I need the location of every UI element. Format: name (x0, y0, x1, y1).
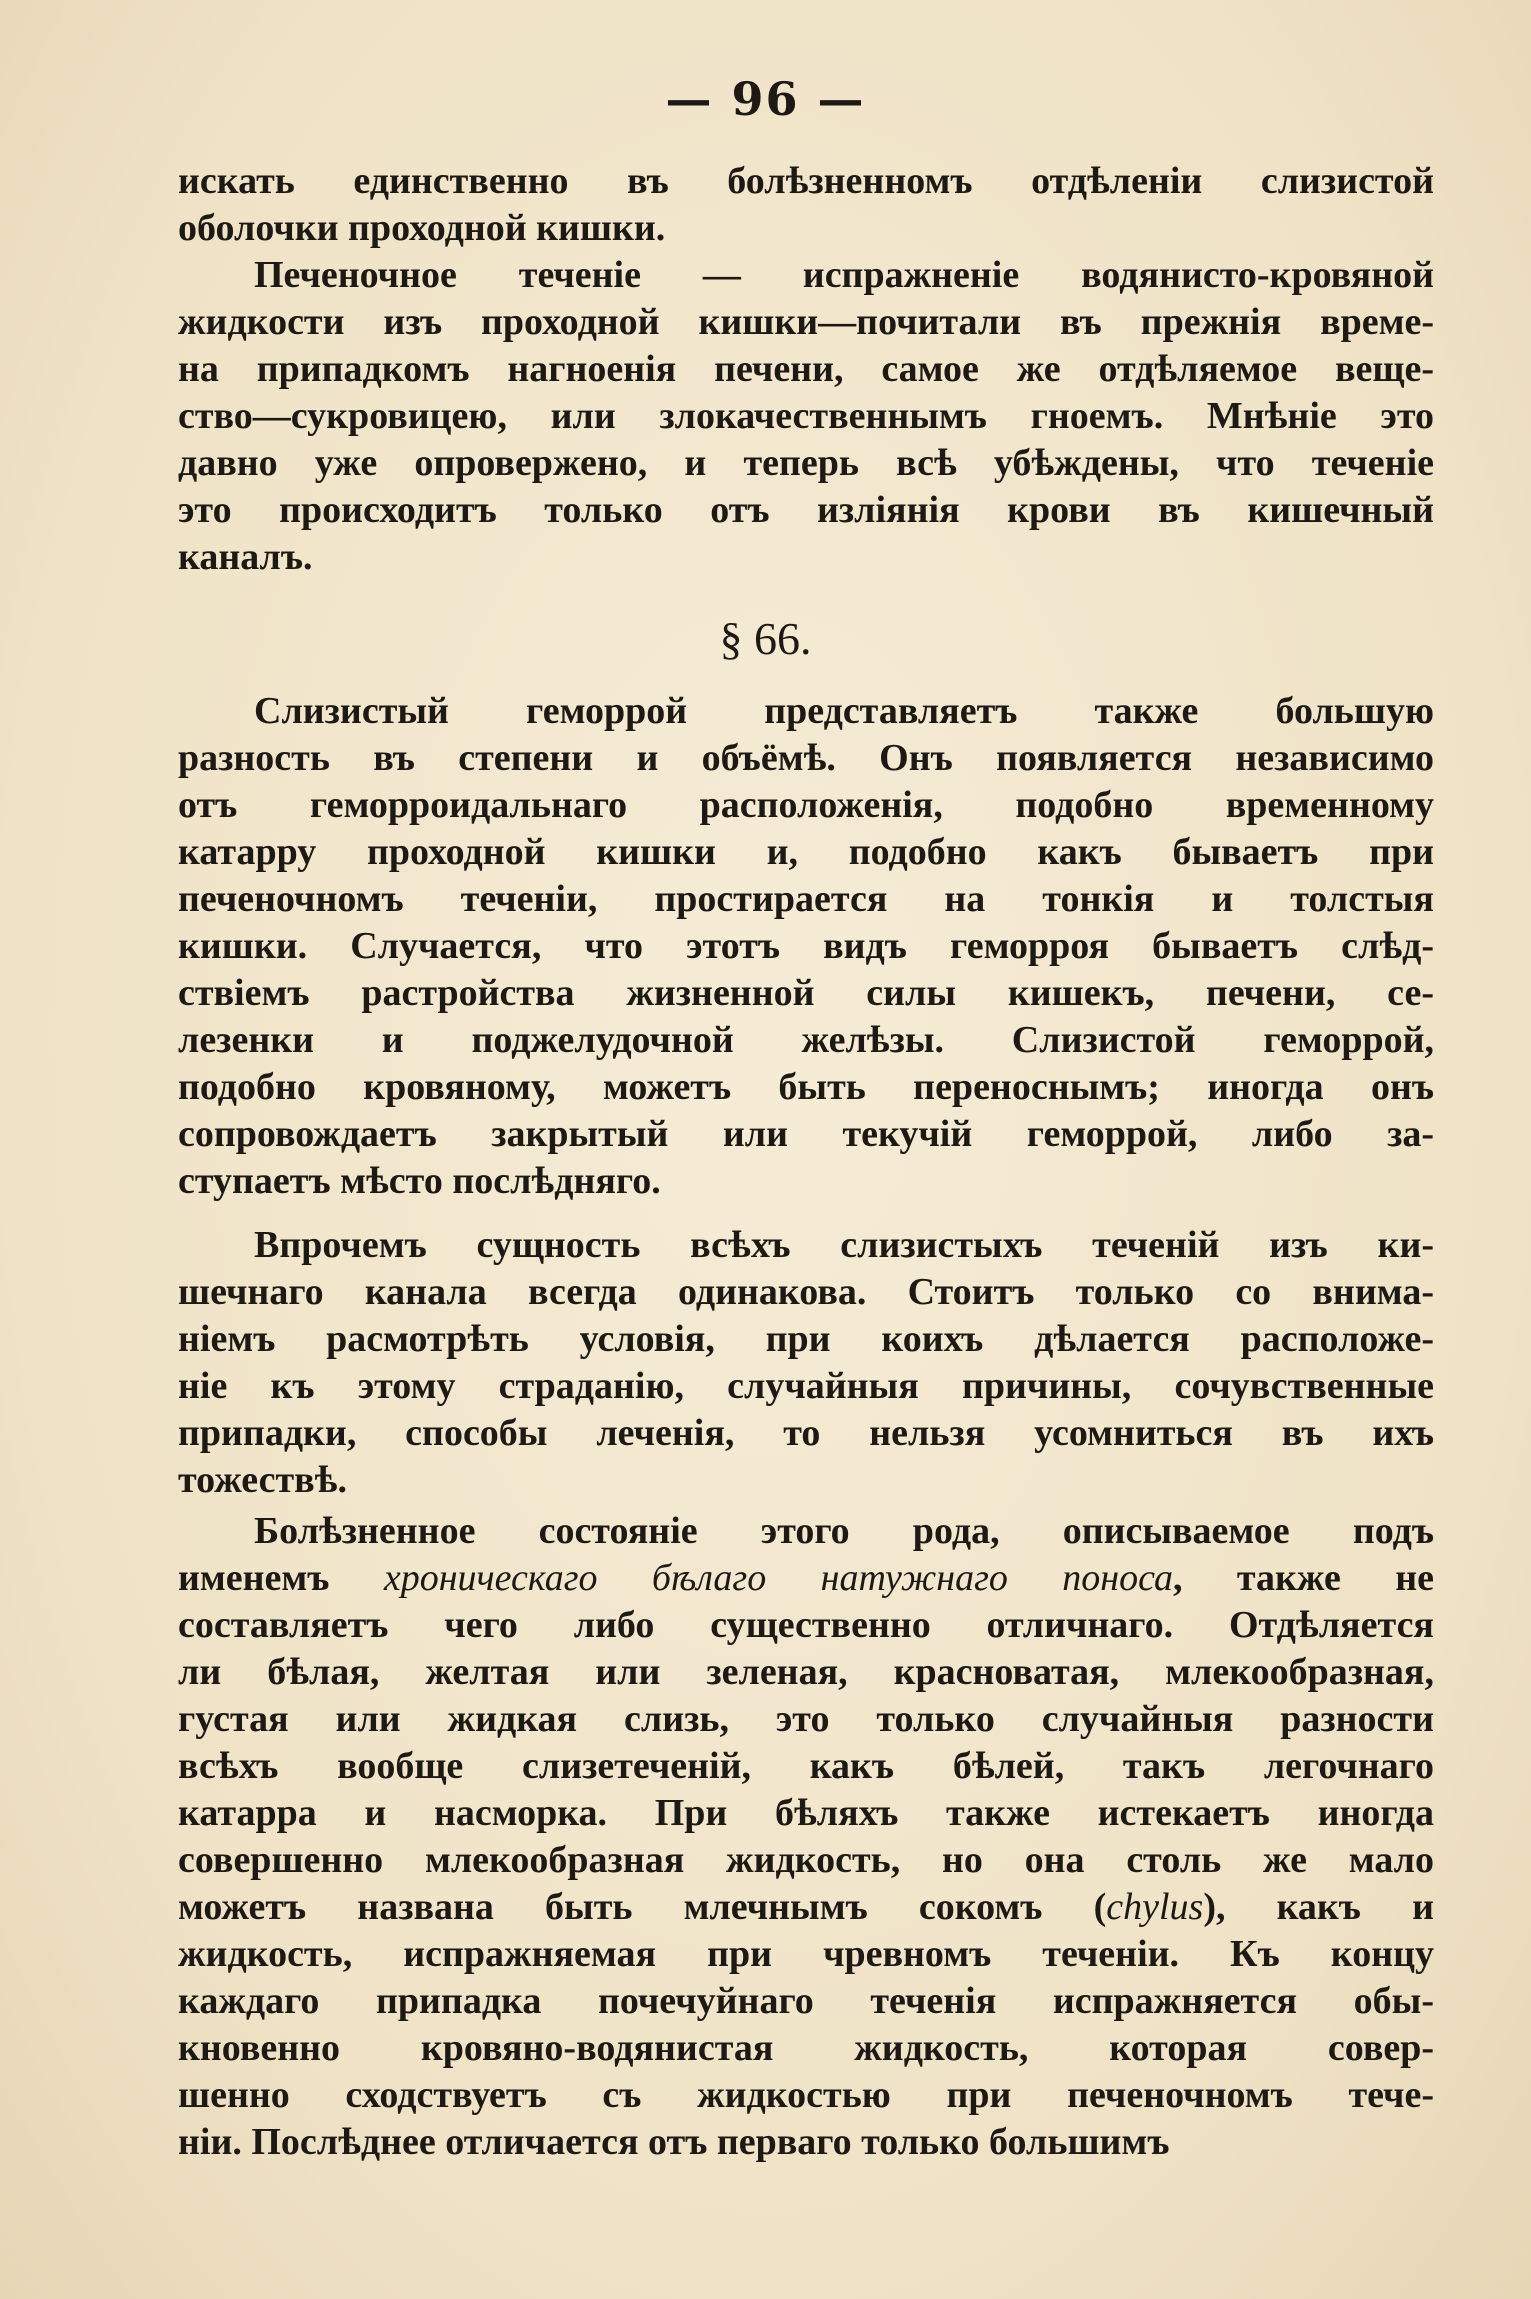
text-segment: можетъ названа быть млечнымъ сокомъ ( (178, 1886, 1107, 1928)
paragraph-mucous-flux-essence (178, 1222, 1434, 1504)
text-line (178, 1884, 1434, 1931)
text-line: печеночномъ теченіи, простирается на тонкія и толстыя (178, 878, 1434, 920)
text-line: ніи. Послѣднее отличается отъ перваго только большимъ (178, 2121, 1170, 2163)
text-line: жидкость, испражняемая при чревномъ теченіи. Къ концу (178, 1933, 1434, 1975)
text-line: шенно сходствуетъ съ жидкостью при печеночномъ тече- (178, 2074, 1434, 2116)
text-line: оболочки проходной кишки. (178, 207, 666, 249)
text-line: ніе къ этому страданію, случайныя причины, сочувственные (178, 1365, 1434, 1407)
page-number: — 96 — (665, 72, 866, 126)
text-line: на припадкомъ нагноенія печени, самое же отдѣляемое веще- (178, 348, 1434, 390)
text-line: ли бѣлая, желтая или зеленая, красноватая, млекообразная, (178, 1651, 1434, 1693)
text-line: Печеночное теченіе — испражненіе водянисто-кровяной (254, 254, 1434, 296)
text-line: катарру проходной кишки и, подобно какъ бываетъ при (178, 831, 1434, 873)
text-line: лезенки и поджелудочной желѣзы. Слизистой геморрой, (178, 1019, 1434, 1061)
text-line: отъ геморроидальнаго расположенія, подобно временному (178, 784, 1434, 826)
italic-term: хроническаго бѣлаго натужнаго поноса (383, 1557, 1174, 1599)
text-segment: ), какъ и (1203, 1886, 1434, 1928)
text-line: сопровождаетъ закрытый или текучій геморрой, либо за- (178, 1113, 1434, 1155)
text-line: совершенно млекообразная жидкость, но она столь же мало (178, 1839, 1434, 1881)
text-line: искать единственно въ болѣзненномъ отдѣленіи слизистой (178, 160, 1434, 202)
text-segment: именемъ (178, 1557, 384, 1599)
text-line: разность въ степени и объёмѣ. Онъ появляется независимо (178, 737, 1434, 779)
text-line: жидкости изъ проходной кишки—почитали въ прежнія време- (178, 301, 1434, 343)
paragraph-continuation (178, 158, 1434, 252)
text-line: кновенно кровяно-водянистая жидкость, которая совер- (178, 2027, 1434, 2069)
text-line: подобно кровяному, можетъ быть переноснымъ; иногда онъ (178, 1066, 1434, 1108)
paragraph-white-diarrhea (178, 1508, 1434, 2166)
text-line: Слизистый геморрой представляетъ также большую (254, 690, 1434, 732)
text-line: каналъ. (178, 536, 313, 578)
section-heading: § 66. (719, 613, 812, 664)
text-line: всѣхъ вообще слизетеченій, какъ бѣлей, такъ легочнаго (178, 1745, 1434, 1787)
paragraph-liver-flux (178, 252, 1434, 581)
text-segment: , также не (1173, 1557, 1434, 1599)
text-line: это происходитъ только отъ изліянія крови въ кишечный (178, 489, 1434, 531)
text-line: кишки. Случается, что этотъ видъ геморроя бываетъ слѣд- (178, 925, 1434, 967)
text-line: тожествѣ. (178, 1459, 347, 1501)
text-line: густая или жидкая слизь, это только случайныя разности (178, 1698, 1434, 1740)
text-line (178, 1555, 1434, 1602)
text-line: шечнаго канала всегда одинакова. Стоитъ только со внима- (178, 1271, 1434, 1313)
text-line: Болѣзненное состояніе этого рода, описываемое подъ (254, 1510, 1434, 1552)
paragraph-mucous-hemorrhoid (178, 688, 1434, 1205)
text-line: Впрочемъ сущность всѣхъ слизистыхъ теченій изъ ки- (254, 1224, 1434, 1266)
text-line: ступаетъ мѣсто послѣдняго. (178, 1160, 661, 1202)
text-line: давно уже опровержено, и теперь всѣ убѣждены, что теченіе (178, 442, 1434, 484)
text-line: каждаго припадка почечуйнаго теченія испражняется обы- (178, 1980, 1434, 2022)
text-line: ствіемъ растройства жизненной силы кишекъ, печени, се- (178, 972, 1434, 1014)
text-line: ніемъ расмотрѣть условія, при коихъ дѣлается расположе- (178, 1318, 1434, 1360)
text-line: припадки, способы леченія, то нельзя усомниться въ ихъ (178, 1412, 1434, 1454)
text-line: составляетъ чего либо существенно отличнаго. Отдѣляется (178, 1604, 1434, 1646)
text-line: катарра и насморка. При бѣляхъ также истекаетъ иногда (178, 1792, 1434, 1834)
italic-term: chylus (1106, 1886, 1204, 1928)
text-line: ство—сукровицею, или злокачественнымъ гноемъ. Мнѣніе это (178, 395, 1434, 437)
